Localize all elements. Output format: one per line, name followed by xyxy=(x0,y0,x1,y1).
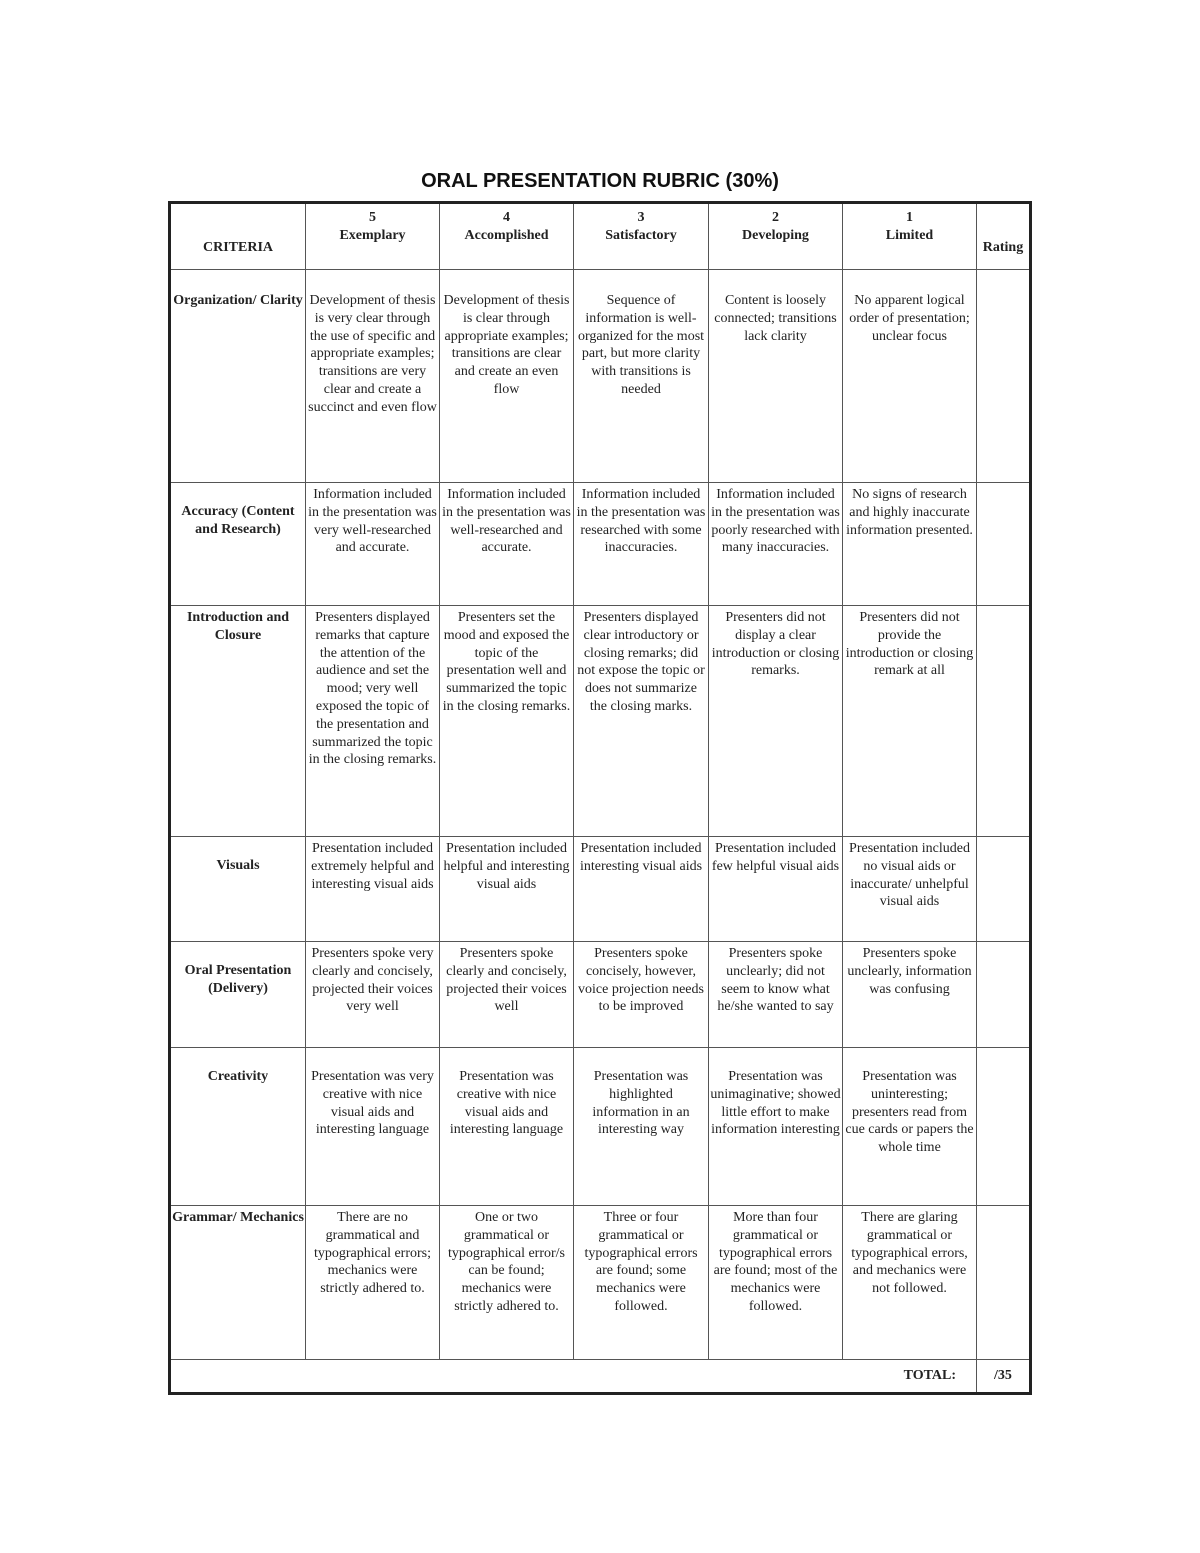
level-name: Satisfactory xyxy=(605,227,677,243)
total-value: /35 xyxy=(977,1360,1031,1394)
descriptor-cell: Presentation included interesting visual aids xyxy=(574,837,709,942)
rating-input-cell[interactable] xyxy=(977,483,1031,606)
total-row xyxy=(170,1360,1031,1394)
header-level-1 xyxy=(843,203,977,270)
header-level-2 xyxy=(709,203,843,270)
descriptor-cell: Development of thesis is very clear through the use of specific and appropriate examples; transitions are very clear and create a succinct and even flow xyxy=(306,270,440,483)
descriptor-cell: Presenters set the mood and exposed the topic of the presentation well and summarized the topic in the closing remarks. xyxy=(440,606,574,837)
level-name: Limited xyxy=(885,227,934,243)
descriptor-cell: Presentation included no visual aids or inaccurate/ unhelpful visual aids xyxy=(843,837,977,942)
rating-input-cell[interactable] xyxy=(977,837,1031,942)
criterion-cell: Visuals xyxy=(170,837,306,942)
descriptor-cell: Presenters displayed remarks that capture the attention of the audience and set the mood; very well exposed the topic of the presentation and summarized the topic in the closing remarks. xyxy=(306,606,440,837)
descriptor-cell: Presenters displayed clear introductory or closing remarks; did not expose the topic or does not summarize the closing marks. xyxy=(574,606,709,837)
table-row xyxy=(170,1048,1031,1206)
descriptor-cell: Content is loosely connected; transitions lack clarity xyxy=(709,270,843,483)
table-row xyxy=(170,606,1031,837)
table-row xyxy=(170,1206,1031,1360)
descriptor-cell: Presentation included few helpful visual aids xyxy=(709,837,843,942)
descriptor-cell: Presentation included extremely helpful and interesting visual aids xyxy=(306,837,440,942)
descriptor-cell: More than four grammatical or typographical errors are found; most of the mechanics were followed. xyxy=(709,1206,843,1360)
level-name: Exemplary xyxy=(339,227,406,243)
descriptor-cell: Presentation was very creative with nice visual aids and interesting language xyxy=(306,1048,440,1206)
descriptor-cell: Information included in the presentation was very well-researched and accurate. xyxy=(306,483,440,606)
descriptor-cell: Presentation included helpful and interesting visual aids xyxy=(440,837,574,942)
rating-input-cell[interactable] xyxy=(977,270,1031,483)
descriptor-cell: There are no grammatical and typographical errors; mechanics were strictly adhered to. xyxy=(306,1206,440,1360)
descriptor-cell: No apparent logical order of presentation; unclear focus xyxy=(843,270,977,483)
rating-input-cell[interactable] xyxy=(977,942,1031,1048)
descriptor-cell: Information included in the presentation was well-researched and accurate. xyxy=(440,483,574,606)
rubric-table xyxy=(168,201,1032,1395)
header-level-5 xyxy=(306,203,440,270)
level-score: 3 xyxy=(637,210,645,225)
table-row xyxy=(170,270,1031,483)
table-row xyxy=(170,483,1031,606)
criterion-cell: Accuracy (Content and Research) xyxy=(170,483,306,606)
criterion-cell: Introduction and Closure xyxy=(170,606,306,837)
descriptor-cell: Presenters did not provide the introduction or closing remark at all xyxy=(843,606,977,837)
page-title: ORAL PRESENTATION RUBRIC (30%) xyxy=(421,170,779,192)
rating-input-cell[interactable] xyxy=(977,1048,1031,1206)
header-criteria-label: CRITERIA xyxy=(202,240,273,256)
criterion-cell: Organization/ Clarity xyxy=(170,270,306,483)
header-level-4 xyxy=(440,203,574,270)
descriptor-cell: Information included in the presentation was poorly researched with many inaccuracies. xyxy=(709,483,843,606)
header-row xyxy=(170,203,1031,270)
descriptor-cell: Presentation was creative with nice visual aids and interesting language xyxy=(440,1048,574,1206)
table-row xyxy=(170,942,1031,1048)
level-name: Accomplished xyxy=(464,227,549,243)
descriptor-cell: Presenters spoke concisely, however, voice projection needs to be improved xyxy=(574,942,709,1048)
descriptor-cell: Three or four grammatical or typographical errors are found; some mechanics were followed. xyxy=(574,1206,709,1360)
rating-input-cell[interactable] xyxy=(977,1206,1031,1360)
header-rating xyxy=(977,203,1031,270)
descriptor-cell: There are glaring grammatical or typographical errors, and mechanics were not followed. xyxy=(843,1206,977,1360)
descriptor-cell: Presentation was unimaginative; showed little effort to make information interesting xyxy=(709,1048,843,1206)
descriptor-cell: No signs of research and highly inaccurate information presented. xyxy=(843,483,977,606)
header-level-3 xyxy=(574,203,709,270)
descriptor-cell: One or two grammatical or typographical error/s can be found; mechanics were strictly adhered to. xyxy=(440,1206,574,1360)
descriptor-cell: Presenters spoke clearly and concisely, projected their voices well xyxy=(440,942,574,1048)
criterion-cell: Oral Presentation (Delivery) xyxy=(170,942,306,1048)
descriptor-cell: Presenters spoke very clearly and concisely, projected their voices very well xyxy=(306,942,440,1048)
header-criteria xyxy=(170,203,306,270)
criterion-cell: Grammar/ Mechanics xyxy=(170,1206,306,1360)
descriptor-cell: Sequence of information is well-organized for the most part, but more clarity with transitions is needed xyxy=(574,270,709,483)
descriptor-cell: Presenters did not display a clear introduction or closing remarks. xyxy=(709,606,843,837)
descriptor-cell: Presentation was highlighted information in an interesting way xyxy=(574,1048,709,1206)
descriptor-cell: Presenters spoke unclearly; did not seem to know what he/she wanted to say xyxy=(709,942,843,1048)
level-score: 5 xyxy=(369,210,376,225)
table-row xyxy=(170,837,1031,942)
descriptor-cell: Presentation was uninteresting; presenters read from cue cards or papers the whole time xyxy=(843,1048,977,1206)
header-rating-label: Rating xyxy=(982,240,1024,256)
total-label: TOTAL: xyxy=(170,1360,977,1394)
rating-input-cell[interactable] xyxy=(977,606,1031,837)
descriptor-cell: Development of thesis is clear through appropriate examples; transitions are clear and create an even flow xyxy=(440,270,574,483)
descriptor-cell: Information included in the presentation was researched with some inaccuracies. xyxy=(574,483,709,606)
criterion-cell: Creativity xyxy=(170,1048,306,1206)
descriptor-cell: Presenters spoke unclearly, information was confusing xyxy=(843,942,977,1048)
level-score: 2 xyxy=(772,210,779,225)
level-score: 1 xyxy=(906,210,913,225)
level-score: 4 xyxy=(503,210,510,225)
level-name: Developing xyxy=(742,227,809,243)
